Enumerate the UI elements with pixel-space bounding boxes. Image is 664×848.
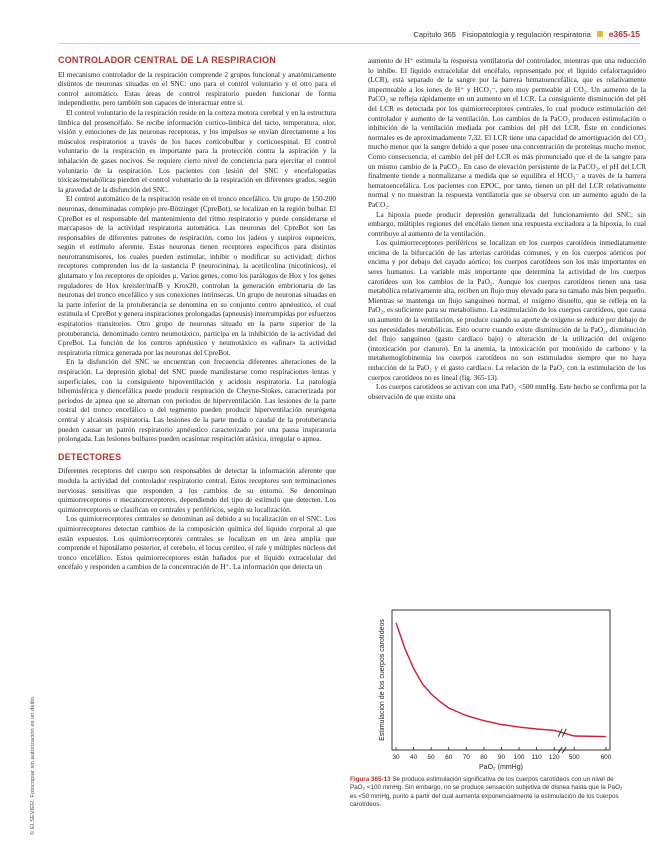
paragraph: El control voluntario de la respiración reside en la corteza motora cerebral y en la estructura límbica del prosencéfalo. Se recibe información cortico-límbica del tacto, temperatura, olor, visión y emociones de las neuronas receptoras, y los impulsos se envían directamente a los músculos respiratorios a través de los haces corticobulbar y corticoespinal. El control voluntario de la respiración es importante para la protección contra la aspiración y la inhalación de gases nocivos. Se requiere cierto nivel de conciencia para ejercitar el control voluntario de la respiración. Los pacientes con lesión del SNC y encefalopatías tóxicas/metabólicas pierden el control voluntario de la respiración en diferentes grados, según la gravedad de la disfunción del SNC. xyxy=(58,107,336,194)
y-axis-label: Estimulación de los cuerpos carotídeos xyxy=(379,619,386,741)
x-tick-label: 70 xyxy=(462,754,470,761)
page-number: e365-15 xyxy=(608,29,640,39)
paragraph: En la disfunción del SNC se encuentran con frecuencia diferentes alteraciones de la respiración. La depresión global del SNC puede manifestarse como respiraciones lentas y superficiales, con la consiguiente hipoventilación y acidosis respiratoria. La patología bihemisférica y diencefálica puede producir respiración de Cheyne-Stokes, caracterizada por períodos de apnea que se alternan con períodos de hiperventilación. Las lesiones de la parte rostral del tronco encefálico o del tegmento pueden producir hiperventilación neurógena central y alcalosis respiratoria. Las lesiones de la parte media o caudal de la protuberancia pueden causar un patrón respiratorio apnéustico caracterizado por una pausa inspiratoria prolongada. Las lesiones bulbares pueden ocasionar respiración atáxica, irregular o apnea. xyxy=(58,357,336,444)
paragraph: Los cuerpos carotídeos se activan con una PaO₂ <500 mmHg. Este hecho se confirma por la observación de que existe una xyxy=(368,382,646,401)
right-column xyxy=(368,56,646,600)
left-column xyxy=(58,56,336,836)
paragraph: Los quimiorreceptores centrales se denominan así debido a su localización en el SNC. Los quimiorreceptores detectan cambios de la composición química del líquido corporal al que están expuestos. Los quimiorreceptores centrales se localizan en un área amplia que comprende el hipotálamo posterior, el cerebelo, el locus cerúleo, el rafe y múltiples núcleos del tronco encefálico. Estos quimiorreceptores están bañados por el líquido extracelular del encéfalo y responden a cambios de la concentración de H⁺. La información que detecta un xyxy=(58,514,336,572)
page-header xyxy=(370,28,640,40)
chart-frame xyxy=(392,610,610,750)
figure-caption-text: Se produce estimulación significativa de los cuerpos carotídeos con un nivel de PaO₂ <100 mmHg. Sin embargo, no se produce sensación subjetiva de disnea hasta que la PaO₂ es <50 mmHg, punto a partir del cual aumenta exponencialmente la estimulación de los cuerpos carotídeos. xyxy=(350,776,623,809)
copyright-note: © ELSEVIER. Fotocopiar sin autorización es un delito. xyxy=(30,695,36,835)
x-tick-label: 600 xyxy=(600,754,612,761)
paragraph: La hipoxia puede producir depresión generalizada del funcionamiento del SNC; sin embargo, múltiples regiones del encéfalo tienen una respuesta excitadora a la hipoxia, lo cual contribuye al aumento de la ventilación. xyxy=(368,209,646,238)
paragraph: El mecanismo controlador de la respiración comprende 2 grupos funcional y anatómicamente distintos de neuronas situadas en el SNC: uno para el control voluntario y el otro para el control automático. Estas áreas de control respiratorio pueden funcionar de forma independiente, pero también son capaces de interactuar entre sí. xyxy=(58,69,336,108)
x-tick-label: 60 xyxy=(445,754,453,761)
section-title-detectors: DETECTORES xyxy=(58,451,122,462)
paragraph: Los quimiorreceptores periféricos se localizan en los cuerpos carotídeos inmediatamente encima de la bifurcación de las arterias carótidas comunes, y en los cuerpos aórticos por encima y por debajo del cayado aórtico; los cuerpos carotídeos son los más importantes en seres humanos. La variable más importante que determina la actividad de los cuerpos carotídeos son los cambios de la PaO₂. Aunque los cuerpos carotídeos tienen una tasa metabólica relativamente alta, reciben un flujo muy elevado para su tamaño más bien pequeño. Mientras se mantenga un flujo sanguíneo normal, el oxígeno disuelto, que se refleja en la PaO₂, es suficiente para su metabolismo. La estimulación de los cuerpos carotídeos, que causa un aumento de la ventilación, se produce cuando su aporte de oxígeno se reduce por debajo de sus necesidades metabólicas. Esto ocurre cuando existe disminución de la PaO₂, disminución del flujo sanguíneo (gasto cardíaco bajo) o alteración de la utilización del oxígeno (intoxicación por cianuro). En la anemia, la intoxicación por monóxido de carbono y la metahemoglobinemia los cuerpos carotídeos no son estimulados siempre que no haya reducción de la PaO₂ y el gasto cardíaco. La relación de la PaO₂ con la estimulación de los cuerpos carotídeos no es lineal (fig. 365-13). xyxy=(368,238,646,382)
x-tick-label: 100 xyxy=(513,754,525,761)
carotid-stimulation-chart xyxy=(368,604,618,776)
section-title-controller: CONTROLADOR CENTRAL DE LA RESPIRACIÓN xyxy=(58,56,276,65)
header-rule xyxy=(58,43,640,44)
stimulation-curve xyxy=(396,623,606,737)
figure-caption xyxy=(350,776,628,810)
x-tick-label: 50 xyxy=(427,754,435,761)
chapter-label: Capítulo 365 xyxy=(413,29,456,39)
x-axis-label: PaO₂ (mmHg) xyxy=(479,764,523,771)
x-tick-label: 500 xyxy=(568,754,580,761)
header-square-icon xyxy=(597,31,603,37)
x-tick-label: 90 xyxy=(497,754,506,761)
x-tick-label: 30 xyxy=(392,754,400,761)
paragraph: Diferentes receptores del cuerpo son responsables de detectar la información aferente que modula la actividad del controlador respiratorio central. Estos receptores son terminaciones nerviosas sensitivas que responden a los cambios de su entorno. Se denominan quimiorreceptores o mecanorreceptores, dependiendo del tipo de estímulo que detecten. Los quimiorreceptores se clasifican en centrales y periféricos, según su localización. xyxy=(58,466,336,514)
x-tick-label: 40 xyxy=(409,754,418,761)
chapter-title: Fisiopatología y regulación respiratoria xyxy=(461,29,591,39)
x-tick-label: 80 xyxy=(480,754,488,761)
x-tick-label: 120 xyxy=(548,754,560,761)
paragraph: El control automático de la respiración reside en el tronco encefálico. Un grupo de 150-200 neuronas, denominadas complejo pre-Bötzinger (CpreBot), se localizan en la región bulbar. El CpreBot es el responsable del mantenimiento del ritmo respiratorio y puede considerarse el marcapasos de la actividad respiratoria automática. Las neuronas del CpreBot son las responsables de diferentes patrones de respiración, como los jadeos y suspiros eupneicos, según el estímulo aferente. Estas neuronas tienen receptores específicos para distintos neurotransmisores, los cuales pueden estimular, inhibir o modificar su actividad; dichos receptores comprenden los de la sustancia P (neurocinina), la acetilcolina (nicotínicos), el glutamato y los receptores de opioides μ. Varios genes, como los parálogos de Hox y los genes reguladores de Hox kreisler/mafB y Krox20, controlan la generación embrionaria de las neuronas del tronco encefálico y sus conexiones intrínsecas. Un grupo de neuronas situadas en la parte inferior de la protuberancia se denomina en su conjunto centro apnéustico, el cual estimula el CpreBot y genera inspiraciones prolongadas (apneusis) interrumpidas por esfuerzos espiratorios transitorios. Otro grupo de neuronas situado en la parte superior de la protuberancia, denominado centro neumotáxico, participa en la inhibición de la actividad del CpreBot. La función de los centros apnéustico y neumotáxico es «afinar» la actividad respiratoria rítmica generada por las neuronas del CpreBot. xyxy=(58,194,336,357)
figure-label: Figura 365-13 xyxy=(350,776,391,783)
x-tick-label: 110 xyxy=(531,754,542,761)
paragraph: aumento de H⁺ estimula la respuesta ventilatoria del controlador, mientras que una reducción lo inhibe. El líquido extracelular del encéfalo, representado por el líquido cefalorraquídeo (LCR), está separado de la sangre por la barrera hematoencefálica, que es relativamente impermeable a los iones de H⁺ y HCO₃⁻, pero muy permeable al CO₂. Un aumento de la PaCO₂ se refleja rápidamente en un aumento en el LCR. La consiguiente disminución del pH del LCR es detectada por los quimiorreceptores centrales, lo cual produce estimulación del controlador y aumento de la ventilación. Los cambios de la PaCO₂ producen estimulación o inhibición de la ventilación mediada por cambios del pH del LCR. Éste en condiciones normales es de aproximadamente 7,32. El LCR tiene una capacidad de amortiguación del CO₂ mucho menor que la sangre debido a que posee una concentración de proteínas mucho menor. Como consecuencia, el cambio del pH del LCR es más pronunciado que el de la sangre para un mismo cambio de la PaCO₂. En caso de elevación persistente de la PaCO₂, el pH del LCR finalmente tiende a normalizarse a medida que se equilibra el HCO₃⁻ a través de la barrera hematoencefálica. Los pacientes con EPOC, por tanto, tienen un pH del LCR relativamente normal y no muestran la respuesta ventilatoria que se observa con un aumento agudo de la PaCO₂. xyxy=(368,56,646,209)
